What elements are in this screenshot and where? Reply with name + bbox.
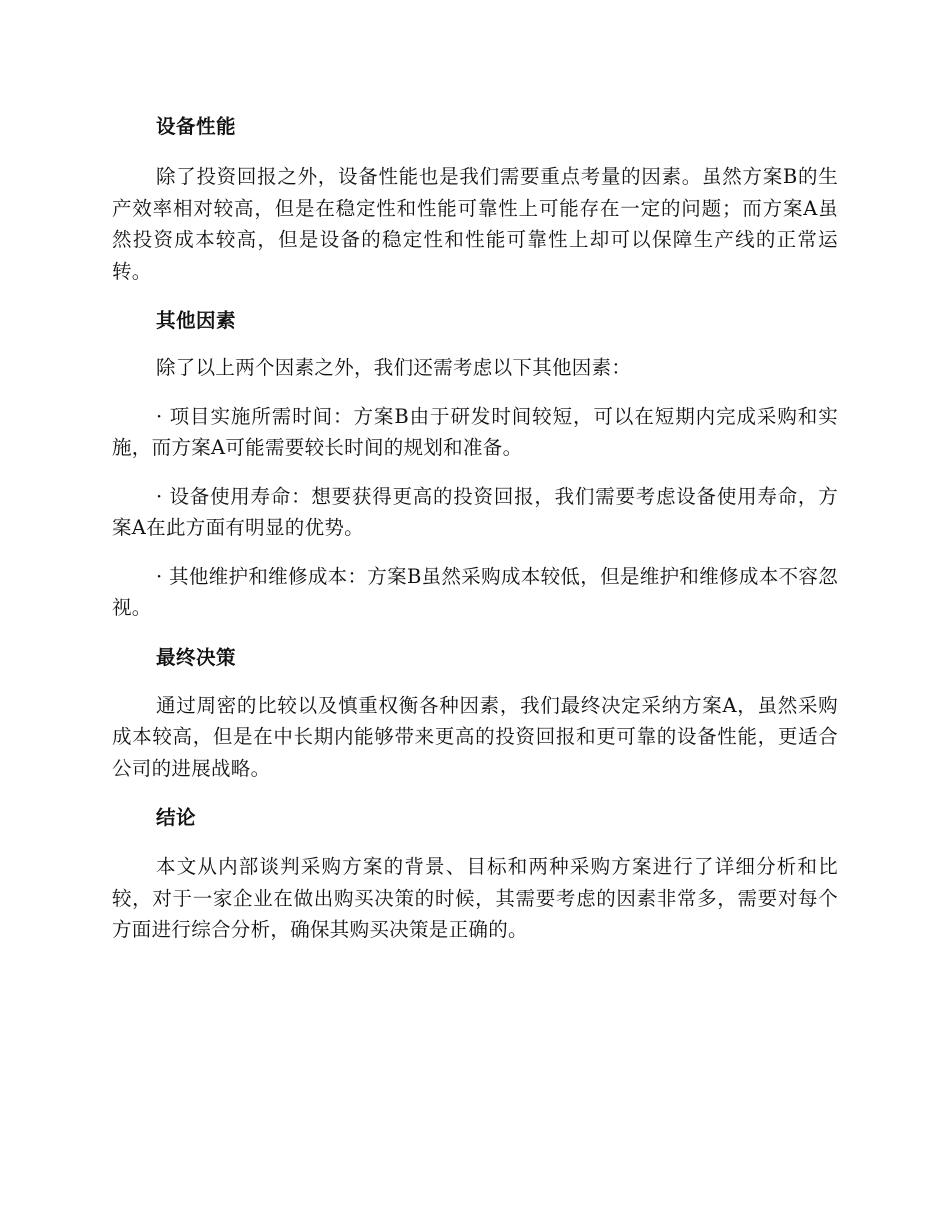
- section-heading-other-factors: 其他因素: [156, 309, 237, 332]
- paragraph-conclusion: 本文从内部谈判采购方案的背景、目标和两种采购方案进行了详细分析和比较，对于一家企业在做出购买决策的时候，其需要考虑的因素非常多，需要对每个方面进行综合分析，确保其购买决策是正确的。: [112, 855, 838, 941]
- paragraph-other-factors-intro: 除了以上两个因素之外，我们还需考虑以下其他因素：: [156, 356, 632, 379]
- document-page: [112, 110, 838, 946]
- section-heading-final-decision: 最终决策: [156, 645, 237, 669]
- section-heading-equipment-performance: 设备性能: [156, 115, 237, 138]
- bullet-item-implementation-time: · 项目实施所需时间：方案B由于研发时间较短，可以在短期内完成采购和实施，而方案A可能需要较长时间的规划和准备。: [112, 404, 838, 459]
- paragraph-equipment-performance: 除了投资回报之外，设备性能也是我们需要重点考量的因素。虽然方案B的生产效率相对较高，但是在稳定性和性能可靠性上可能存在一定的问题；而方案A虽然投资成本较高，但是设备的稳定性和性能可靠性上却可以保障生产线的正常运转。: [112, 165, 838, 283]
- section-heading-conclusion: 结论: [156, 806, 197, 829]
- bullet-item-maintenance-cost: · 其他维护和维修成本：方案B虽然采购成本较低，但是维护和维修成本不容忽视。: [112, 564, 838, 619]
- bullet-item-equipment-lifespan: · 设备使用寿命：想要获得更高的投资回报，我们需要考虑设备使用寿命，方案A在此方面有明显的优势。: [112, 484, 838, 539]
- paragraph-final-decision: 通过周密的比较以及慎重权衡各种因素，我们最终决定采纳方案A，虽然采购成本较高，但是在中长期内能够带来更高的投资回报和更可靠的设备性能，更适合公司的进展战略。: [112, 693, 838, 780]
